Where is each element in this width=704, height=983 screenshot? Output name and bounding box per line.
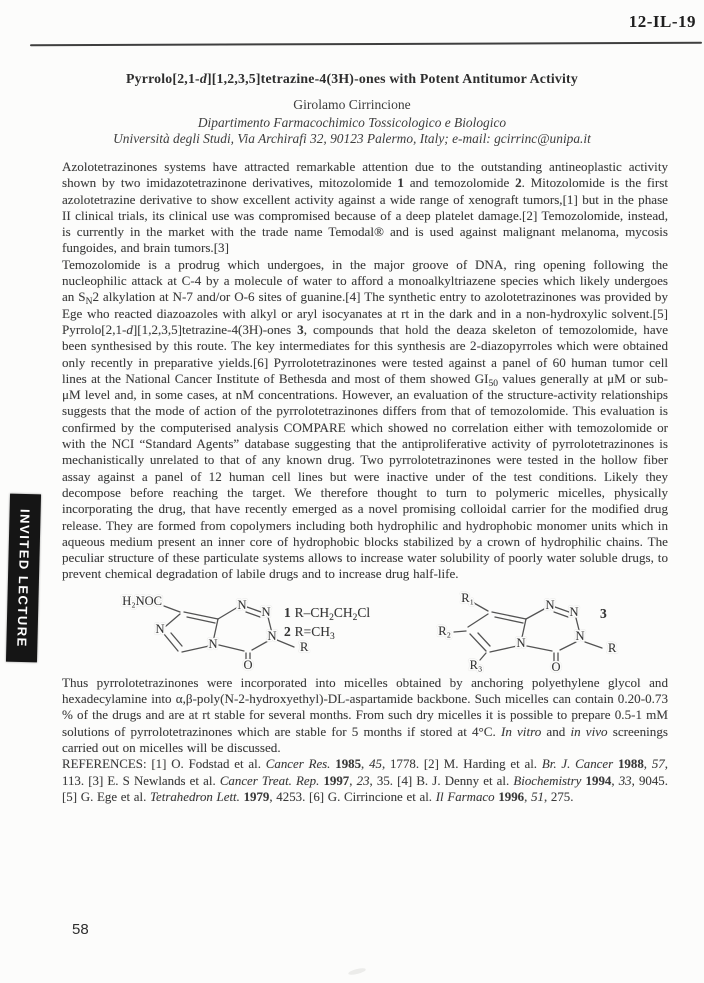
svg-text:R₂: R₂ [438, 623, 451, 638]
session-code: 12-IL-19 [628, 12, 696, 31]
author-name: Girolamo Cirrincione [293, 97, 411, 112]
chemical-scheme-figure [62, 584, 668, 674]
svg-text:N: N [575, 628, 585, 643]
compound-3-label: 3 [600, 605, 607, 621]
references: REFERENCES: [1] O. Fodstad et al. Cancer Res. 1985, 45, 1778. [2] M. Harding et al. Br. J. Cancer 1988, 57, 113. [3] E. S Newlands et al. Cancer Treat. Rep. 1997, 23, 35. [4] B. J. Denny et al. Biochemistry 1994, 33, 9045. [5] G. Ege et al. Tetrahedron Lett. 1979, 4253. [6] G. Cirrincione et al. Il Farmaco 1996, 51, 275. [62, 757, 668, 805]
svg-text:N: N [261, 604, 271, 619]
svg-text:N: N [155, 621, 165, 636]
affiliation-address: Università degli Studi, Via Archirafi 32, 90123 Palermo, Italy; e-mail: gcirrinc@unipa.it [113, 131, 591, 146]
compound-definitions [284, 603, 370, 641]
page-number: 58 [72, 921, 89, 938]
scan-artifact-smudge [348, 967, 367, 976]
paper-title: Pyrrolo[2,1-d][1,2,3,5]tetrazine-4(3H)-ones with Potent Antitumor Activity [126, 71, 578, 86]
invited-lecture-tab [6, 494, 41, 663]
invited-lecture-label: INVITED LECTURE [14, 508, 33, 648]
chemical-structure-compound-3 [428, 585, 628, 673]
svg-text:N: N [267, 628, 277, 643]
svg-text:N: N [237, 597, 247, 612]
svg-text:O: O [551, 659, 561, 673]
compound-2-definition: 2 $R=CH_3$ [284, 623, 335, 642]
abstract-body [62, 159, 668, 806]
paragraph-azolotetrazinones: Azolotetrazinones systems have attracted remarkable attention due to the outstanding antineoplastic activity shown by two imidazotetrazinone derivatives, mitozolomide 1 and temozolomide 2. Mitozolomide is the first azolotetrazine derivative to show excellent activity against a wide range of xenograft tumors,[1] but in the phase II clinical trials, its clinical use was compromised because of a deep platelet damage.[2] Temozolomide, instead, is currently in the market with the trade name Temodal® and is used against malignant melanoma, mycosis fungoides, and brain tumors.[3] [62, 159, 668, 256]
paragraph-micelles: Thus pyrrolotetrazinones were incorporated into micelles obtained by anchoring polyethylene glycol and hexadecylamine into α,β-poly(N-2-hydroxyethyl)-DL-aspartamide backbone. Such micelles can contain 0.20-0.73 % of the drugs and are at rt stable for several months. From such dry micelles it is possible to prepare 0.5-1 mM solutions of pyrrolotetrazinones which are stable for 5 months if stored at 4°C. In vitro and in vivo screenings carried out on micelles will be discussed. [62, 674, 668, 755]
svg-text:N: N [569, 604, 579, 619]
header-rule [30, 42, 702, 47]
svg-text:R: R [608, 640, 617, 655]
title-block [52, 71, 652, 147]
svg-text:N: N [516, 635, 526, 650]
paragraph-temozolomide: Temozolomide is a prodrug which undergoes, in the major groove of DNA, ring opening following the nucleophilic attack at C-4 by a molecule of water to afford a monoalkyltriazene species which likely undergoes an $S_N2$ alkylation at N-7 and/or O-6 sites of guanine.[4] The synthetic entry to azolotetrazinones was provided by Ege who reacted diazoazoles with alkyl or aryl isocyanates at rt in the dark and in a non-hydroxylic solvent.[5] Pyrrolo[2,1-d][1,2,3,5]tetrazine-4(3H)-ones 3, compounds that hold the deaza skeleton of temozolomide, have been synthesised by this route. The key intermediates for this synthesis are 2-diazopyrroles which were obtained only recently in preparative yields.[6] Pyrrolotetrazinones were tested against a panel of 60 human tumor cell lines at the National Cancer Institute of Bethesda and most of them showed $GI_{50}$ values generally at μM or sub-μM level and, in some cases, at nM concentrations. However, an evaluation of the structure-activity relationships suggests that the mode of action of the pyrrolotetrazinones differs from that of temozolomide. This evaluation is confirmed by the computerised analysis COMPARE which showed no correlation either with temozolomide or with the NCI “Standard Agents” database suggesting that the antiproliferative activity of pyrrolotetrazinones is mechanistically unrelated to that of any known drug. Two pyrrolotetrazinones were tested in the hollow fiber assay against a panel of 12 human cell lines but were inactive under of the test conditions. Likely they decompose before reaching the target. We therefore thought to turn to polymeric micelles, physically incorporating the drug, that have recently emerged as a novel promising colloidal carrier for the modified drug release. They are formed from copolymers including both hydrophilic and hydrophobic monomer units which in aqueous medium present an inner core of hydrophobic blocks stabilized by a crown of hydrophilic chains. The peculiar structure of these particulate systems allows to increase water solubility of poorly water soluble drugs, to prevent chemical degradation of labile drugs and to increase drug half-life. [62, 256, 669, 582]
svg-text:O: O [243, 657, 253, 672]
compound-1-definition: 1 $R-CH_2CH_2Cl$ [284, 604, 371, 623]
svg-text:N: N [545, 597, 555, 612]
svg-text:R₁: R₁ [461, 590, 474, 605]
svg-text:R: R [300, 639, 309, 654]
affiliation-department: Dipartimento Farmacochimico Tossicologico e Biologico [197, 115, 507, 130]
svg-text:R₃: R₃ [469, 657, 483, 672]
svg-text:N: N [208, 636, 218, 651]
svg-text:H₂NOC: H₂NOC [122, 593, 162, 608]
